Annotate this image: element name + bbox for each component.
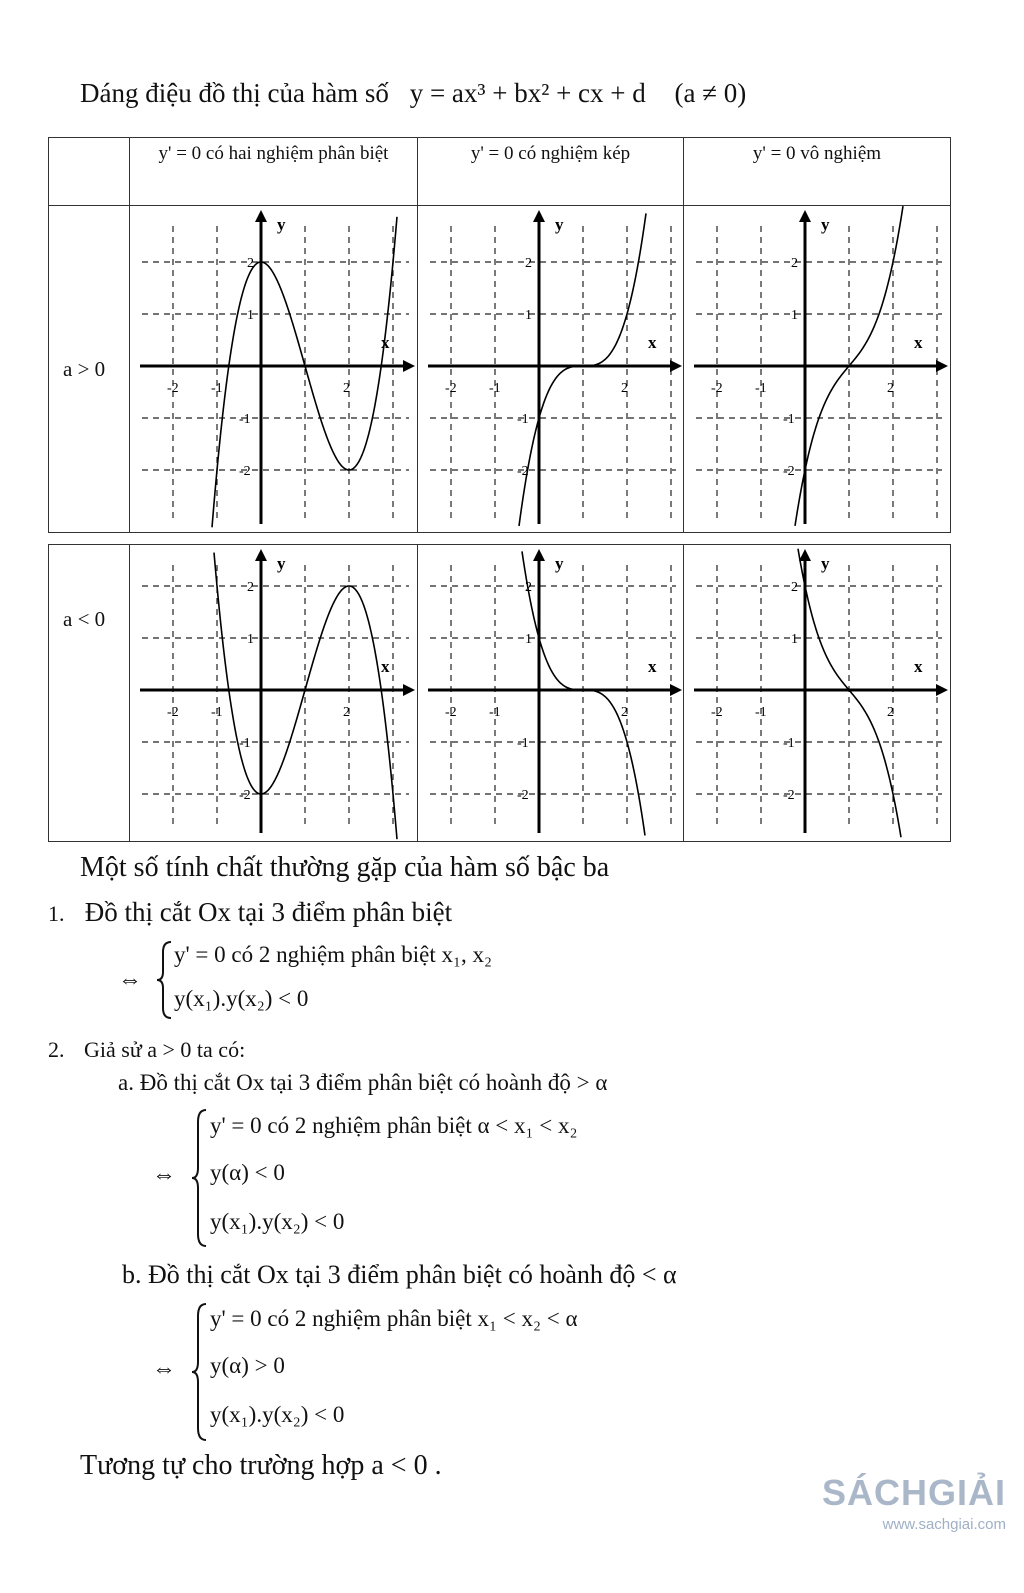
item2a-label: a. Đồ thị cắt Ox tại 3 điểm phân biệt có hoành độ > α [118,1070,608,1095]
plot-neg-two-roots [130,545,418,842]
x-axis-arrow [936,684,948,696]
y-tick-label: -1 [517,736,529,751]
x-tick-label: -1 [489,381,501,396]
title-text: Dáng điệu đồ thị của hàm số [80,78,389,108]
plot-neg-no-root [684,545,951,842]
item2-text: Giả sử a > 0 ta có: [84,1037,246,1062]
y-axis-arrow [533,549,545,561]
item1-iff: ⇔ [118,967,142,993]
y-tick-label: 1 [525,308,532,323]
page-title [80,78,746,109]
plot-neg-double-root [418,545,684,842]
y-axis-label: y [555,215,564,234]
y-tick-label: -1 [783,736,795,751]
item2b-line-1: y' = 0 có 2 nghiệm phân biệt x₁ < x₂ < α [210,1306,578,1331]
header-two-roots: y' = 0 có hai nghiệm phân biệt [130,138,418,206]
y-tick-label: 1 [247,308,254,323]
y-tick-label: 1 [791,308,798,323]
y-tick-label: -2 [239,464,251,479]
x-axis-label: x [914,333,923,352]
y-axis-arrow [533,210,545,222]
y-tick-label: -2 [239,788,251,803]
y-tick-label: 2 [525,256,532,271]
y-tick-label: -2 [517,788,529,803]
item2b-brace [190,1302,210,1442]
section-title: Một số tính chất thường gặp của hàm số bậc ba [80,852,610,883]
x-tick-label: -2 [711,705,723,720]
item1-number: 1. [48,901,65,926]
x-tick-label: 2 [343,705,350,720]
y-axis-label: y [277,215,286,234]
x-tick-label: 2 [887,381,894,396]
x-tick-label: 2 [343,381,350,396]
item2a-brace [190,1108,210,1248]
item1-line-1: y' = 0 có 2 nghiệm phân biệt x₁, x₂ [174,942,493,967]
logo-main: SÁCHGIẢI [821,1472,1006,1513]
y-tick-label: -2 [517,464,529,479]
x-tick-label: -1 [211,705,223,720]
y-axis-arrow [255,210,267,222]
y-axis-arrow [799,549,811,561]
title-formula: y = ax³ + bx² + cx + d [409,78,646,108]
plot-pos-double-root [418,206,684,533]
y-axis-label: y [555,554,564,573]
plot-pos-two-roots [130,206,418,533]
item2a-line-3: y(x₁).y(x₂) < 0 [210,1209,345,1234]
y-tick-label: 2 [791,256,798,271]
x-axis-label: x [914,657,923,676]
y-tick-label: 2 [525,580,532,595]
y-tick-label: -1 [783,412,795,427]
item1-heading [48,897,452,928]
shape-table-bottom [48,544,951,842]
x-tick-label: -2 [711,381,723,396]
plot-pos-no-root [684,206,951,533]
y-tick-label: 2 [791,580,798,595]
x-tick-label: -2 [445,705,457,720]
x-axis-arrow [403,684,415,696]
y-axis-arrow [799,210,811,222]
x-tick-label: -1 [211,381,223,396]
header-empty-cell [49,138,130,206]
y-tick-label: -1 [517,412,529,427]
x-tick-label: 2 [621,705,628,720]
y-tick-label: 1 [791,632,798,647]
x-axis-arrow [670,684,682,696]
item2-number: 2. [48,1037,65,1062]
item2-heading [48,1037,245,1063]
x-axis-label: x [648,657,657,676]
item2b-label: b. Đồ thị cắt Ox tại 3 điểm phân biệt có hoành độ < α [122,1260,677,1289]
y-axis-label: y [821,554,830,573]
y-tick-label: -1 [239,736,251,751]
row-label-a-negative: a < 0 [49,545,130,842]
item2b-line-2: y(α) > 0 [210,1353,285,1378]
logo-url: www.sachgiai.com [882,1516,1006,1533]
y-axis-label: y [821,215,830,234]
x-axis-arrow [936,360,948,372]
item2a-line-1: y' = 0 có 2 nghiệm phân biệt α < x₁ < x₂ [210,1113,578,1138]
x-axis-arrow [670,360,682,372]
x-tick-label: -2 [445,381,457,396]
x-tick-label: -1 [755,381,767,396]
title-condition: (a ≠ 0) [674,78,747,108]
x-tick-label: -2 [167,705,179,720]
y-tick-label: -2 [783,464,795,479]
shape-table-top [48,137,951,533]
item1-brace [155,940,175,1020]
x-axis-arrow [403,360,415,372]
item1-text: Đồ thị cắt Ox tại 3 điểm phân biệt [84,897,453,927]
item2a-line-2: y(α) < 0 [210,1160,285,1185]
y-tick-label: -2 [783,788,795,803]
sachgiai-logo [822,1472,1006,1533]
item2b-line-3: y(x₁).y(x₂) < 0 [210,1402,345,1427]
item1-line-2: y(x₁).y(x₂) < 0 [174,986,309,1011]
y-axis-label: y [277,554,286,573]
y-tick-label: 1 [525,632,532,647]
x-tick-label: -2 [167,381,179,396]
y-tick-label: -1 [239,412,251,427]
x-tick-label: -1 [489,705,501,720]
y-tick-label: 1 [247,632,254,647]
x-tick-label: 2 [621,381,628,396]
x-axis-label: x [381,657,390,676]
item2a-iff: ⇔ [152,1162,176,1188]
y-tick-label: 2 [247,256,254,271]
y-tick-label: 2 [247,580,254,595]
x-axis-label: x [381,333,390,352]
header-double-root: y' = 0 có nghiệm kép [418,138,684,206]
closing-text: Tương tự cho trường hợp a < 0 . [80,1450,442,1481]
x-tick-label: 2 [887,705,894,720]
x-axis-label: x [648,333,657,352]
y-axis-arrow [255,549,267,561]
item2b-iff: ⇔ [152,1356,176,1382]
x-tick-label: -1 [755,705,767,720]
header-no-root: y' = 0 vô nghiệm [684,138,951,206]
row-label-a-positive: a > 0 [49,206,130,533]
